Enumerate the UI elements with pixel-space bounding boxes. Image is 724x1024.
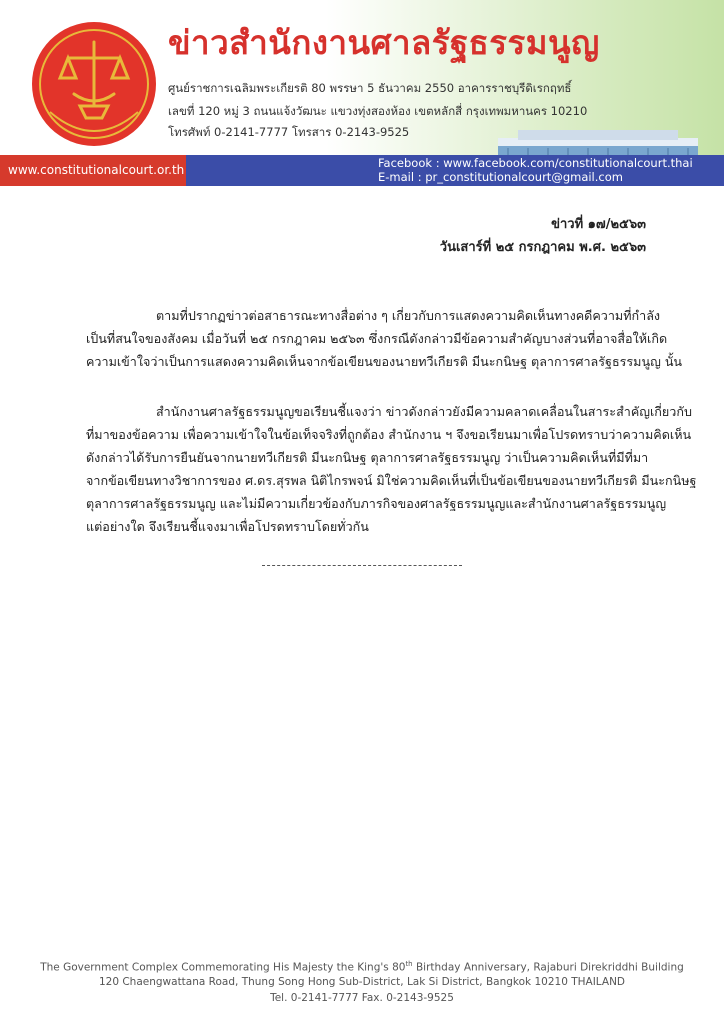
body-paragraph-1 bbox=[86, 304, 683, 373]
footer-line-3: Tel. 0-2141-7777 Fax. 0-2143-9525 bbox=[270, 992, 454, 1004]
footer-text: The Government Complex Commemorating His Majesty the King's 80 bbox=[40, 961, 406, 974]
court-seal-logo bbox=[30, 20, 158, 148]
address-line-2: เลขที่ 120 หมู่ 3 ถนนแจ้งวัฒนะ แขวงทุ่งสองห้อง เขตหลักสี่ กรุงเทพมหานคร 10210 bbox=[168, 104, 588, 118]
address-line-1: ศูนย์ราชการเฉลิมพระเกียรติ 80 พรรษา 5 ธันวาคม 2550 อาคารราชบุรีดิเรกฤทธิ์ bbox=[168, 81, 572, 95]
body-paragraph-2 bbox=[86, 400, 697, 538]
footer-text: Birthday Anniversary, Rajaburi Direkriddhi Building bbox=[412, 961, 684, 974]
paragraph-line: เป็นที่สนใจของสังคม เมื่อวันที่ ๒๕ กรกฎาคม ๒๕๖๓ ซึ่งกรณีดังกล่าวมีข้อความสำคัญบางส่วนที่อาจสื่อให้เกิด bbox=[86, 331, 668, 346]
social-band bbox=[186, 155, 724, 186]
paragraph-line: ตามที่ปรากฏข่าวต่อสาธารณะทางสื่อต่าง ๆ เกี่ยวกับการแสดงความคิดเห็นทางคดีความที่กำลัง bbox=[156, 308, 661, 323]
news-number: ข่าวที่ ๑๗/๒๕๖๓ bbox=[551, 217, 646, 232]
press-title: ข่าวสำนักงานศาลรัฐธรรมนูญ bbox=[168, 23, 600, 62]
facebook-link[interactable]: Facebook : www.facebook.com/constitutionalcourt.thai bbox=[378, 156, 693, 170]
website-band bbox=[0, 155, 186, 186]
end-divider bbox=[262, 565, 462, 566]
paragraph-line: ตุลาการศาลรัฐธรรมนูญ และไม่มีความเกี่ยวข้องกับภารกิจของศาลรัฐธรรมนูญและสำนักงานศาลรัฐธรรมนูญ bbox=[86, 496, 667, 511]
contact-band bbox=[0, 155, 724, 186]
paragraph-line: ความเข้าใจว่าเป็นการแสดงความคิดเห็นจากข้อเขียนของนายทวีเกียรติ มีนะกนิษฐ ตุลาการศาลรัฐธรรมนูญ นั้น bbox=[86, 354, 683, 369]
paragraph-line: ที่มาของข้อความ เพื่อความเข้าใจในข้อเท็จจริงที่ถูกต้อง สำนักงาน ฯ จึงขอเรียนมาเพื่อโปรดทราบว่าความคิดเห็น bbox=[86, 427, 692, 442]
footer-ordinal: th bbox=[405, 960, 413, 968]
paragraph-line: ดังกล่าวได้รับการยืนยันจากนายทวีเกียรติ มีนะกนิษฐ ตุลาการศาลรัฐธรรมนูญ ว่าเป็นความคิดเห็นที่มีที่มา bbox=[86, 450, 649, 465]
email-link[interactable]: E-mail : pr_constitutionalcourt@gmail.com bbox=[378, 170, 623, 184]
letterhead bbox=[0, 0, 724, 186]
footer-line-1 bbox=[0, 960, 724, 974]
footer-line-2: 120 Chaengwattana Road, Thung Song Hong Sub-District, Lak Si District, Bangkok 10210 THAILAND bbox=[98, 976, 626, 988]
website-link[interactable]: www.constitutionalcourt.or.th bbox=[8, 163, 185, 177]
contact-line: โทรศัพท์ 0-2141-7777 โทรสาร 0-2143-9525 bbox=[168, 125, 410, 139]
news-date: วันเสาร์ที่ ๒๕ กรกฎาคม พ.ศ. ๒๕๖๓ bbox=[439, 240, 646, 255]
paragraph-line: สำนักงานศาลรัฐธรรมนูญขอเรียนชี้แจงว่า ข่าวดังกล่าวยังมีความคลาดเคลื่อนในสาระสำคัญเกี่ยวกับ bbox=[156, 404, 692, 419]
paragraph-line: แต่อย่างใด จึงเรียนชี้แจงมาเพื่อโปรดทราบโดยทั่วกัน bbox=[86, 519, 369, 534]
paragraph-line: จากข้อเขียนทางวิชาการของ ศ.ดร.สุรพล นิติไกรพจน์ มิใช่ความคิดเห็นที่เป็นข้อเขียนของนายทวีเกียรติ มีนะกนิษฐ bbox=[86, 473, 697, 488]
